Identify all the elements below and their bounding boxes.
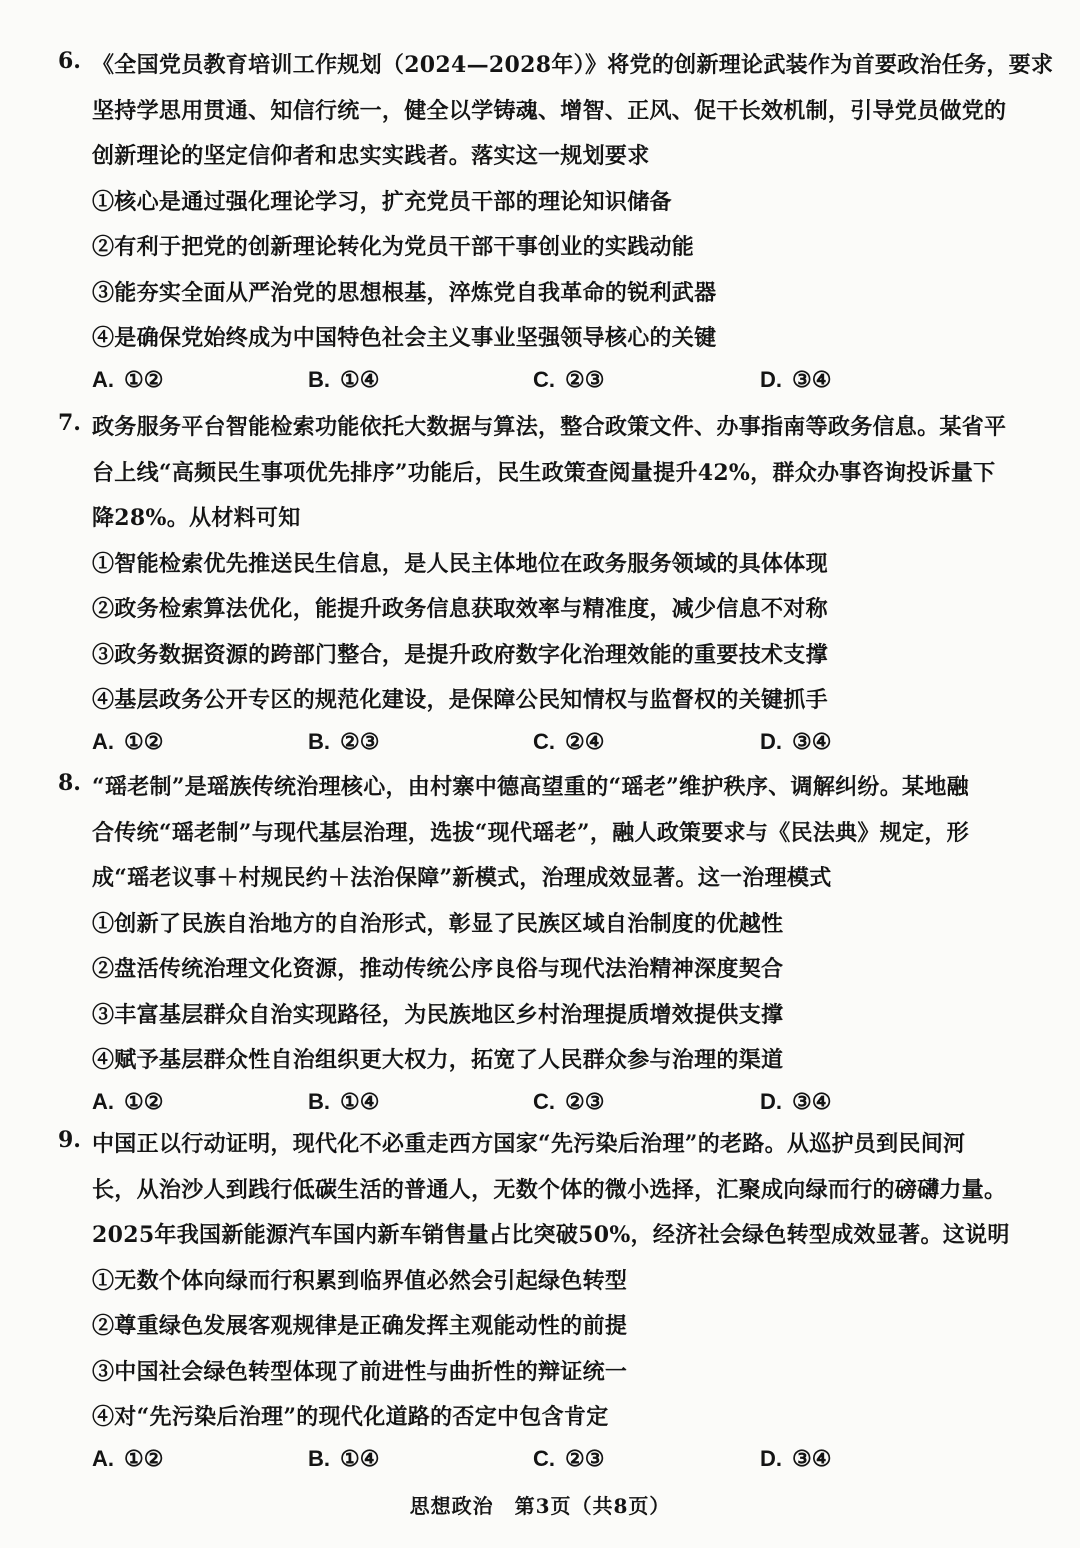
statement-option: ②尊重绿色发展客观规律是正确发挥主观能动性的前提 — [92, 1313, 628, 1339]
statement-option: ③中国社会绿色转型体现了前进性与曲折性的辩证统一 — [92, 1358, 628, 1385]
answer-choice-value: ①② — [124, 1088, 164, 1115]
answer-choice-label: A. — [92, 366, 114, 392]
answer-choice — [308, 1446, 379, 1472]
answer-choice-label: B. — [308, 728, 330, 754]
statement-option: ①智能检索优先推送民生信息，是人民主体地位在政务服务领域的具体体现 — [92, 550, 828, 577]
answer-choice-value: ②③ — [565, 1445, 605, 1472]
answer-choice-label: A. — [92, 1088, 114, 1114]
answer-choice — [533, 729, 604, 755]
question-number: 8. — [58, 770, 81, 796]
statement-option: ①核心是通过强化理论学习，扩充党员干部的理论知识储备 — [92, 188, 672, 215]
answer-choice-value: ③④ — [792, 1445, 832, 1472]
answer-choice-value: ①② — [124, 1445, 164, 1472]
statement-option: ①创新了民族自治地方的自治形式，彰显了民族区域自治制度的优越性 — [92, 910, 784, 937]
answer-choice-label: C. — [533, 1088, 555, 1114]
question-number: 7. — [58, 410, 81, 436]
question-stem-line: 合传统“瑶老制”与现代基层治理，选拔“现代瑶老”，融人政策要求与《民法典》规定，形 — [92, 819, 969, 846]
answer-choice-value: ①④ — [340, 1445, 380, 1472]
statement-option: ②有利于把党的创新理论转化为党员干部干事创业的实践动能 — [92, 234, 695, 260]
question-stem-line: 创新理论的坚定信仰者和忠实实践者。落实这一规划要求 — [92, 143, 650, 169]
answer-choice — [92, 367, 163, 393]
answer-choice-value: ③④ — [792, 366, 832, 393]
answer-choice-value: ①④ — [340, 366, 380, 393]
question-stem-line: “瑶老制”是瑶族传统治理核心，由村寨中德高望重的“瑶老”维护秩序、调解纠纷。某地融 — [92, 774, 969, 800]
answer-choice-label: B. — [308, 366, 330, 392]
answer-choice-label: D. — [760, 728, 782, 754]
answer-choice — [92, 1089, 163, 1115]
answer-choice-value: ①④ — [340, 1088, 380, 1115]
answer-choice — [308, 367, 379, 393]
answer-choice-label: B. — [308, 1445, 330, 1471]
answer-choice-value: ②③ — [565, 366, 605, 393]
statement-option: ④赋予基层群众性自治组织更大权力，拓宽了人民群众参与治理的渠道 — [92, 1047, 784, 1073]
statement-option: ④对“先污染后治理”的现代化道路的否定中包含肯定 — [92, 1404, 609, 1430]
answer-choice — [533, 1446, 604, 1472]
question-number: 6. — [58, 48, 81, 74]
statement-option: ①无数个体向绿而行积累到临界值必然会引起绿色转型 — [92, 1267, 628, 1294]
question-stem-line: 成“瑶老议事＋村规民约＋法治保障”新模式，治理成效显著。这一治理模式 — [92, 865, 832, 891]
answer-choice — [760, 1089, 831, 1115]
statement-option: ②盘活传统治理文化资源，推动传统公序良俗与现代法治精神深度契合 — [92, 956, 784, 982]
question-stem-line: 中国正以行动证明，现代化不必重走西方国家“先污染后治理”的老路。从巡护员到民间河 — [92, 1131, 966, 1157]
answer-choice — [760, 367, 831, 393]
page-footer: 思想政治 第3页（共8页） — [409, 1494, 671, 1518]
statement-option: ③政务数据资源的跨部门整合，是提升政府数字化治理效能的重要技术支撑 — [92, 641, 828, 668]
statement-option: ②政务检索算法优化，能提升政务信息获取效率与精准度，减少信息不对称 — [92, 596, 828, 622]
question-stem-line: 长，从治沙人到践行低碳生活的普通人，无数个体的微小选择，汇聚成向绿而行的磅礴力量。 — [92, 1176, 1007, 1203]
answer-choice — [308, 1089, 379, 1115]
answer-choice-value: ③④ — [792, 728, 832, 755]
answer-choice-label: C. — [533, 1445, 555, 1471]
answer-choice-value: ①② — [124, 366, 164, 393]
answer-choice — [533, 367, 604, 393]
answer-choice-value: ③④ — [792, 1088, 832, 1115]
question-stem-line: 台上线“高频民生事项优先排序”功能后，民生政策查阅量提升42%，群众办事咨询投诉量下 — [92, 459, 996, 486]
answer-choice-value: ②④ — [565, 728, 605, 755]
answer-choice-label: A. — [92, 1445, 114, 1471]
statement-option: ③丰富基层群众自治实现路径，为民族地区乡村治理提质增效提供支撑 — [92, 1001, 784, 1028]
answer-choice — [308, 729, 379, 755]
answer-choice — [533, 1089, 604, 1115]
answer-choice-label: C. — [533, 366, 555, 392]
answer-choice-label: A. — [92, 728, 114, 754]
answer-choice-value: ②③ — [565, 1088, 605, 1115]
statement-option: ④是确保党始终成为中国特色社会主义事业坚强领导核心的关键 — [92, 325, 717, 351]
answer-choice — [92, 729, 163, 755]
question-number: 9. — [58, 1127, 81, 1153]
question-stem-line: 降28%。从材料可知 — [92, 505, 301, 531]
answer-choice — [760, 1446, 831, 1472]
answer-choice-value: ②③ — [340, 728, 380, 755]
question-stem-line: 坚持学思用贯通、知信行统一，健全以学铸魂、增智、正风、促干长效机制，引导党员做党的 — [92, 97, 1007, 124]
answer-choice-label: C. — [533, 728, 555, 754]
answer-choice — [760, 729, 831, 755]
question-stem-line: 政务服务平台智能检索功能依托大数据与算法，整合政策文件、办事指南等政务信息。某省平 — [92, 414, 1007, 440]
statement-option: ③能夯实全面从严治党的思想根基，淬炼党自我革命的锐利武器 — [92, 279, 717, 306]
answer-choice-label: B. — [308, 1088, 330, 1114]
answer-choice-value: ①② — [124, 728, 164, 755]
question-stem-line: 2025年我国新能源汽车国内新车销售量占比突破50%，经济社会绿色转型成效显著。这说明 — [92, 1222, 1010, 1248]
answer-choice — [92, 1446, 163, 1472]
answer-choice-label: D. — [760, 366, 782, 392]
question-stem-line: 《全国党员教育培训工作规划（2024—2028年）》将党的创新理论武装作为首要政治任务，要求 — [92, 52, 1054, 78]
answer-choice-label: D. — [760, 1445, 782, 1471]
answer-choice-label: D. — [760, 1088, 782, 1114]
statement-option: ④基层政务公开专区的规范化建设，是保障公民知情权与监督权的关键抓手 — [92, 687, 828, 713]
